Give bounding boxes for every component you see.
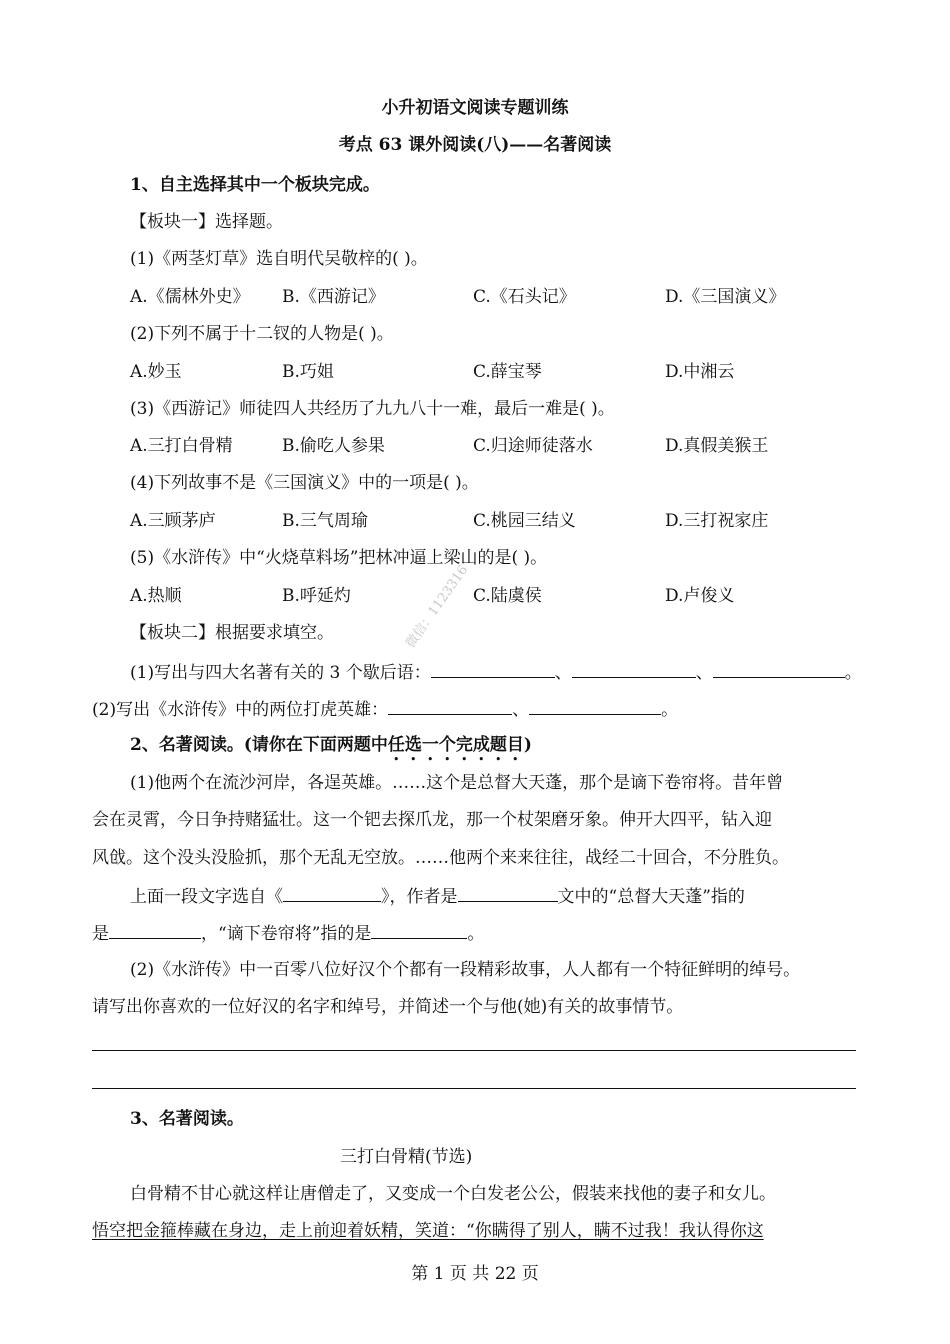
q1-item1-option-b: B.《西游记》 [282, 287, 385, 307]
q2-heading [130, 733, 532, 765]
q1-item4-option-a: A.三顾茅庐 [130, 511, 216, 531]
q1-item2-option-b: B.巧姐 [282, 362, 334, 382]
end-mark: 。 [661, 700, 679, 720]
q1-item3-stem: (3)《西游记》师徒四人共经历了九九八十一难，最后一难是( )。 [130, 399, 615, 419]
answer-blank[interactable] [388, 696, 512, 715]
answer-blank[interactable] [713, 659, 845, 678]
q2-question-text: 。 [467, 924, 485, 944]
q3-passage-title: 三打白骨精(节选) [340, 1147, 473, 1167]
separator: 、 [695, 663, 713, 683]
q1-item2-option-a: A.妙玉 [130, 362, 182, 382]
answer-blank[interactable] [529, 696, 661, 715]
q2-part2-line: (2)《水浒传》中一百零八位好汉个个都有一段精彩故事，人人都有一个特征鲜明的绰号。 [130, 960, 801, 980]
q1-item1-option-c: C.《石头记》 [473, 287, 576, 307]
block1-label: 【板块一】选择题。 [130, 212, 283, 232]
page-subtitle: 考点 63 课外阅读(八)——名著阅读 [338, 135, 612, 155]
q1-item1-option-d: D.《三国演义》 [665, 287, 786, 307]
q2-heading-part: ) [523, 735, 532, 755]
answer-blank[interactable] [283, 883, 381, 902]
q1-item4-stem: (4)下列故事不是《三国演义》中的一项是( )。 [130, 473, 479, 493]
q3-heading: 3、名著阅读。 [130, 1109, 244, 1129]
end-mark: 。 [844, 663, 862, 683]
q1-item5-stem: (5)《水浒传》中“火烧草料场”把林冲逼上梁山的是( )。 [130, 548, 548, 568]
q2-part2-line: 请写出你喜欢的一位好汉的名字和绰号，并简述一个与他(她)有关的故事情节。 [92, 997, 684, 1017]
q2-passage-line: 会在灵霄，今日争持赌猛壮。这一个钯去探爪龙，那一个杖架磨牙象。伸开大四平，钻入迎 [92, 810, 772, 830]
q2-passage-line: 风戗。这个没头没脸抓，那个无乱无空放。……他两个来来往往，战经二十回合，不分胜负。 [92, 848, 789, 868]
q1-item4-option-c: C.桃园三结义 [473, 511, 576, 531]
q1-item2-stem: (2)下列不属于十二钗的人物是( )。 [130, 324, 394, 344]
q1-item4-option-d: D.三打祝家庄 [665, 511, 769, 531]
q2-heading-emphasis: 任选一个完成题目 [387, 735, 524, 755]
q1-item1-option-a: A.《儒林外史》 [130, 287, 250, 307]
answer-blank[interactable] [109, 920, 201, 939]
q1-item3-option-b: B.偷吃人参果 [282, 436, 385, 456]
q1-item5-option-d: D.卢俊义 [665, 586, 735, 606]
q2-question-line [130, 883, 745, 909]
q1-item3-option-c: C.归途师徒落水 [473, 436, 593, 456]
separator: 、 [512, 700, 530, 720]
q1-item5-option-b: B.呼延灼 [282, 586, 351, 606]
q2-question-text: 》，作者是 [381, 887, 458, 907]
q1-fill2-prompt: (2)写出《水浒传》中的两位打虎英雄： [92, 700, 389, 720]
separator: 、 [554, 663, 572, 683]
page-title: 小升初语文阅读专题训练 [381, 98, 569, 118]
q2-passage-line: (1)他两个在流沙河岸，各逞英雄。……这个是总督大天蓬，那个是谪下卷帘将。昔年曾 [130, 773, 784, 793]
page-footer: 第 1 页 共 22 页 [411, 1264, 539, 1284]
q1-item3-option-d: D.真假美猴王 [665, 436, 769, 456]
answer-blank[interactable] [572, 659, 696, 678]
block2-label: 【板块二】根据要求填空。 [130, 623, 334, 643]
answer-blank[interactable] [371, 920, 467, 939]
q2-question-line [92, 920, 484, 946]
q1-item2-option-c: C.薛宝琴 [473, 362, 542, 382]
q1-heading: 1、自主选择其中一个板块完成。 [130, 175, 380, 195]
answer-blank[interactable] [458, 883, 558, 902]
q1-fill1-prompt: (1)写出与四大名著有关的 3 个歇后语： [130, 663, 431, 683]
q2-question-text: 文中的“总督大天蓬”指的 [557, 887, 745, 907]
answer-line[interactable] [92, 1088, 856, 1089]
q1-item4-option-b: B.三气周瑜 [282, 511, 368, 531]
q2-question-text: 上面一段文字选自《 [130, 887, 283, 907]
q2-question-text: 是 [92, 924, 109, 944]
q1-item2-option-d: D.中湘云 [665, 362, 735, 382]
q1-item3-option-a: A.三打白骨精 [130, 436, 233, 456]
q1-fill2 [92, 696, 678, 722]
q3-passage-line: 白骨精不甘心就这样让唐僧走了，又变成一个白发老公公，假装来找他的妻子和女儿。 [130, 1184, 776, 1204]
watermark: 微信：1123316 [403, 562, 472, 651]
q1-item5-option-a: A.热顺 [130, 586, 182, 606]
q1-fill1 [130, 659, 862, 685]
q3-passage-line-underlined: 悟空把金箍棒藏在身边，走上前迎着妖精，笑道：“你瞒得了别人，瞒不过我！我认得你这 [92, 1221, 764, 1241]
q1-item1-stem: (1)《两茎灯草》选自明代吴敬梓的( )。 [130, 249, 428, 269]
answer-blank[interactable] [431, 659, 555, 678]
q2-heading-part: 2、名著阅读。(请你在下面两题中 [130, 735, 388, 755]
q2-question-text: ，“谪下卷帘将”指的是 [201, 924, 372, 944]
q1-item5-option-c: C.陆虞侯 [473, 586, 542, 606]
answer-line[interactable] [92, 1050, 856, 1051]
